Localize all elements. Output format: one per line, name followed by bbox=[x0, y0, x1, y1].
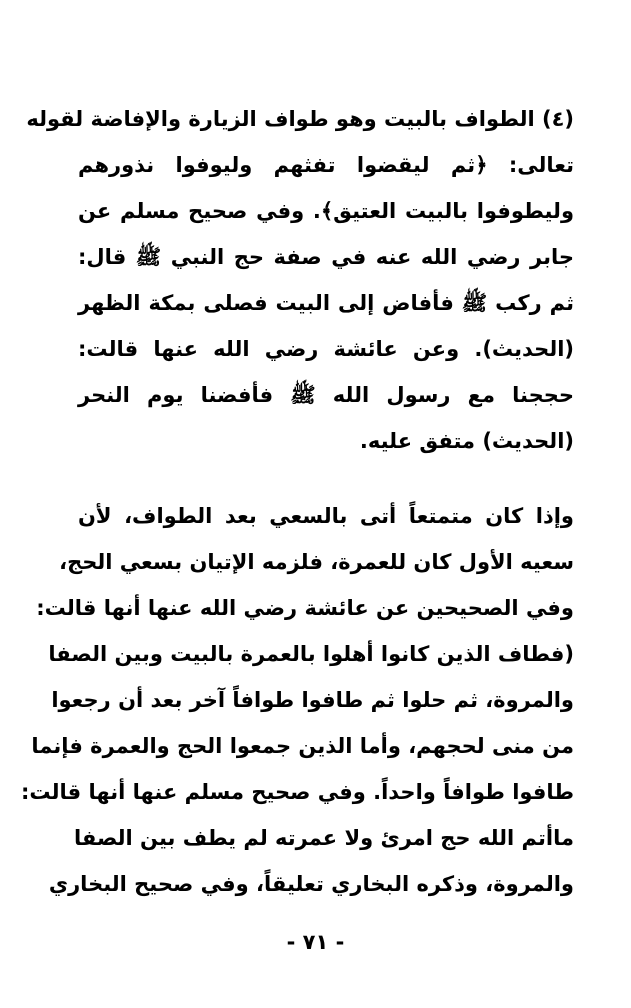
text-line: وإذا كان متمتعاً أتى بالسعي بعد الطواف، لأن bbox=[78, 504, 574, 528]
text-line: (الحديث) متفق عليه. bbox=[359, 429, 574, 453]
text-line: سعيه الأول كان للعمرة، فلزمه الإتيان بسعي الحج، bbox=[59, 550, 574, 574]
text-line: من منى لحجهم، وأما الذين جمعوا الحج والعمرة فإنما bbox=[31, 734, 574, 758]
text-line: ماأتم الله حج امرئ ولا عمرته لم يطف بين الصفا bbox=[73, 826, 574, 850]
text-line: حججنا مع رسول الله ﷺ فأفضنا يوم النحر bbox=[78, 383, 574, 407]
text-line: طافوا طوافاً واحداً. وفي صحيح مسلم عنها أنها قالت: bbox=[21, 780, 574, 804]
text-line: وليطوفوا بالبيت العتيق﴾. وفي صحيح مسلم عن bbox=[78, 199, 574, 223]
paragraph-tawaf-ifadah bbox=[26, 96, 574, 464]
text-line: (٤) الطواف بالبيت وهو طواف الزيارة والإفاضة لقوله bbox=[26, 107, 574, 131]
text-line: (الحديث). وعن عائشة رضي الله عنها قالت: bbox=[78, 337, 574, 361]
text-line: وفي الصحيحين عن عائشة رضي الله عنها أنها قالت: bbox=[36, 596, 574, 620]
text-line: والمروة، وذكره البخاري تعليقاً، وفي صحيح البخاري bbox=[48, 872, 574, 896]
text-line: تعالى: ﴿ثم ليقضوا تفثهم وليوفوا نذورهم bbox=[78, 153, 574, 177]
text-line: ثم ركب ﷺ فأفاض إلى البيت فصلى بمكة الظهر bbox=[78, 291, 574, 315]
page-number: - ٧١ - bbox=[286, 930, 345, 954]
text-line: (فطاف الذين كانوا أهلوا بالعمرة بالبيت وبين الصفا bbox=[48, 642, 574, 666]
text-line: جابر رضي الله عنه في صفة حج النبي ﷺ قال: bbox=[78, 245, 574, 269]
text-line: والمروة، ثم حلوا ثم طافوا طوافاً آخر بعد أن رجعوا bbox=[51, 688, 574, 712]
paragraph-tamattu-sai bbox=[21, 493, 574, 907]
